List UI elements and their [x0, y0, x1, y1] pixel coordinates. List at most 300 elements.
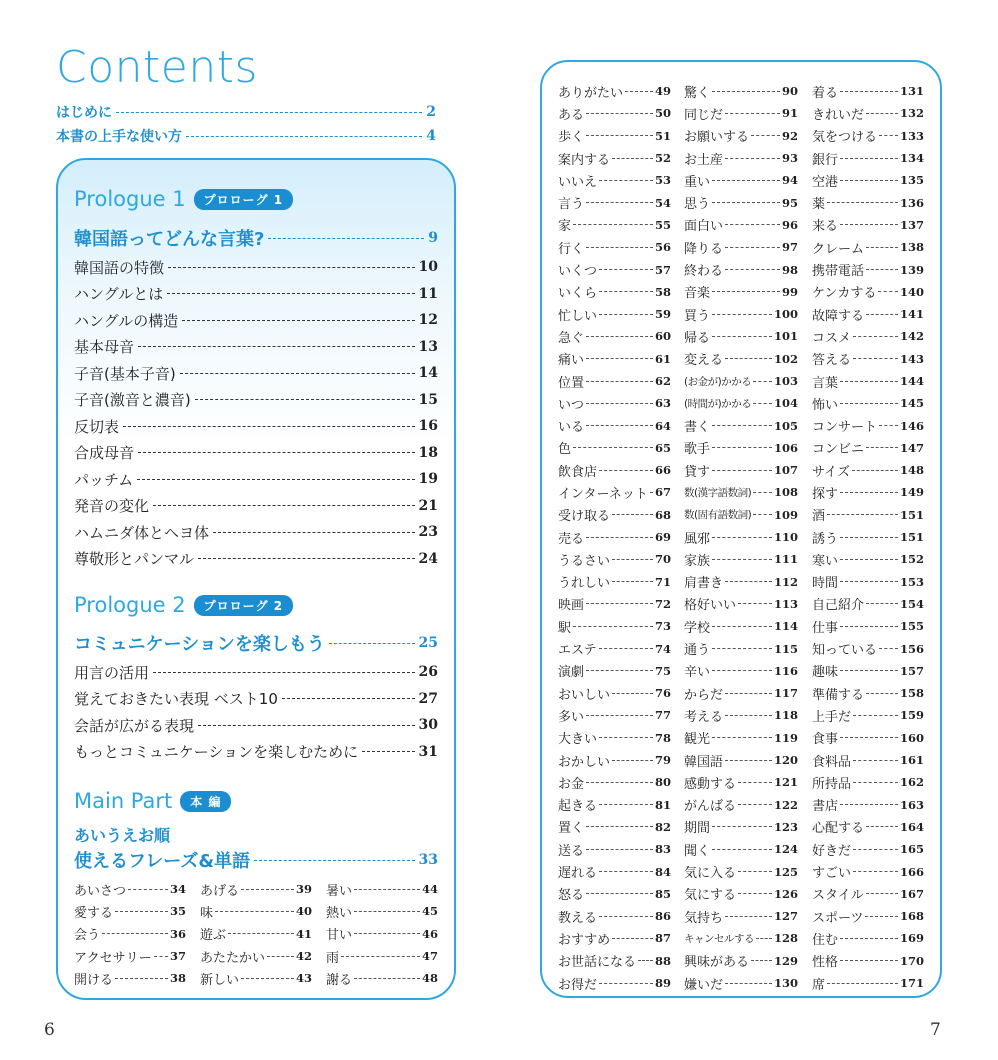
dotted-leader: [586, 202, 653, 203]
word-entry[interactable]: [812, 749, 924, 771]
toc-entry-label: あたたかい: [200, 950, 266, 966]
toc-entry-page: 61: [654, 351, 671, 366]
toc-entry-page: 58: [654, 284, 671, 299]
toc-entry-label: 空港: [812, 174, 839, 190]
word-entry[interactable]: [558, 125, 671, 147]
dotted-leader: [198, 725, 415, 726]
word-entry[interactable]: [558, 214, 671, 236]
word-entry[interactable]: [200, 967, 312, 989]
word-entry[interactable]: [812, 571, 924, 593]
word-entry[interactable]: [684, 459, 798, 481]
word-entry[interactable]: [812, 816, 924, 838]
dotted-leader: [738, 804, 772, 805]
word-entry[interactable]: [684, 660, 798, 682]
toc-entry-page: 57: [654, 262, 671, 277]
word-entry[interactable]: [812, 459, 924, 481]
word-entry[interactable]: [684, 236, 798, 258]
dotted-leader: [586, 826, 653, 827]
word-entry[interactable]: [684, 749, 798, 771]
word-entry[interactable]: [812, 704, 924, 726]
word-entry[interactable]: [558, 950, 671, 972]
word-entry[interactable]: [558, 281, 671, 303]
word-entry[interactable]: [684, 147, 798, 169]
word-entry[interactable]: [326, 900, 438, 922]
word-entry[interactable]: [812, 191, 924, 213]
word-entry[interactable]: [558, 593, 671, 615]
word-entry[interactable]: [812, 860, 924, 882]
toc-entry-page: 45: [421, 904, 438, 919]
word-entry[interactable]: [812, 147, 924, 169]
toc-entry[interactable]: [74, 520, 438, 544]
word-entry[interactable]: [684, 682, 798, 704]
toc-entry-label: 誘う: [812, 531, 839, 547]
word-entry[interactable]: [326, 945, 438, 967]
word-entry[interactable]: [558, 660, 671, 682]
word-entry[interactable]: [812, 593, 924, 615]
word-entry[interactable]: [684, 258, 798, 280]
toc-entry-page: 158: [899, 686, 924, 701]
word-entry[interactable]: [558, 169, 671, 191]
toc-entry[interactable]: [74, 414, 438, 438]
toc-entry-page: 162: [899, 775, 924, 790]
word-entry[interactable]: [812, 325, 924, 347]
word-entry[interactable]: [812, 281, 924, 303]
word-entry[interactable]: [812, 125, 924, 147]
toc-entry-page: 115: [773, 641, 798, 656]
toc-entry-label: 行く: [558, 241, 585, 257]
toc-entry[interactable]: [74, 494, 438, 518]
dotted-leader: [599, 737, 653, 738]
toc-entry-page: 118: [773, 708, 798, 723]
toc-entry-page: 55: [654, 217, 671, 232]
dotted-leader: [153, 505, 415, 506]
toc-entry-page: 157: [899, 663, 924, 678]
toc-entry-label: 数(固有語数詞): [684, 509, 752, 522]
dotted-leader: [712, 447, 772, 448]
word-entry[interactable]: [812, 682, 924, 704]
word-entry[interactable]: [684, 704, 798, 726]
word-entry[interactable]: [558, 526, 671, 548]
page-title: Contents: [56, 42, 258, 93]
toc-entry-page: 170: [899, 953, 924, 968]
word-entry[interactable]: [558, 727, 671, 749]
word-entry[interactable]: [200, 923, 312, 945]
word-entry[interactable]: [558, 794, 671, 816]
toc-entry-page: 117: [773, 686, 798, 701]
word-entry[interactable]: [558, 927, 671, 949]
toc-entry-page: 89: [654, 976, 671, 991]
toc-entry-label: ケンカする: [812, 286, 877, 302]
toc-entry-label: 準備する: [812, 687, 865, 703]
word-entry[interactable]: [812, 258, 924, 280]
word-entry[interactable]: [558, 749, 671, 771]
word-entry[interactable]: [558, 905, 671, 927]
dotted-leader: [751, 960, 772, 961]
word-entry[interactable]: [558, 258, 671, 280]
word-entry[interactable]: [684, 637, 798, 659]
toc-entry[interactable]: [74, 255, 438, 279]
dotted-leader: [586, 247, 653, 248]
word-entry[interactable]: [812, 102, 924, 124]
word-entry[interactable]: [812, 169, 924, 191]
toc-entry-label: 愛する: [74, 905, 114, 921]
toc-entry-label: 送る: [558, 843, 585, 859]
word-entry[interactable]: [558, 637, 671, 659]
word-entry[interactable]: [684, 125, 798, 147]
word-entry[interactable]: [684, 504, 798, 526]
word-entry[interactable]: [812, 950, 924, 972]
word-entry[interactable]: [558, 883, 671, 905]
toc-entry-page: 131: [899, 84, 924, 99]
toc-entry-page: 166: [899, 864, 924, 879]
dotted-leader: [840, 581, 898, 582]
word-entry[interactable]: [558, 704, 671, 726]
word-entry[interactable]: [684, 526, 798, 548]
word-entry[interactable]: [558, 236, 671, 258]
toc-entry-page: 67: [654, 485, 671, 500]
toc-entry-label: 気をつける: [812, 130, 878, 146]
word-entry[interactable]: [684, 414, 798, 436]
toc-entry-page: 34: [169, 882, 186, 897]
dotted-leader: [599, 916, 653, 917]
dotted-leader: [354, 911, 420, 912]
word-entry[interactable]: [558, 414, 671, 436]
dotted-leader: [586, 336, 653, 337]
toc-entry-howto[interactable]: [56, 125, 436, 147]
dotted-leader: [840, 670, 898, 671]
toc-entry-page: 54: [654, 195, 671, 210]
toc-entry-label: 来る: [812, 219, 839, 235]
word-entry[interactable]: [684, 571, 798, 593]
word-entry[interactable]: [558, 191, 671, 213]
toc-entry-label: 席: [812, 977, 826, 993]
word-column-1: [74, 878, 186, 989]
word-entry[interactable]: [558, 303, 671, 325]
dotted-leader: [180, 373, 415, 374]
dotted-leader: [712, 91, 780, 92]
word-entry[interactable]: [812, 370, 924, 392]
word-entry[interactable]: [684, 303, 798, 325]
word-column-3: [326, 878, 438, 989]
toc-entry-label: クレーム: [812, 241, 865, 257]
word-entry[interactable]: [684, 883, 798, 905]
toc-entry-page: 11: [418, 285, 438, 302]
word-entry[interactable]: [558, 615, 671, 637]
toc-entry-page: 171: [899, 976, 924, 991]
dotted-leader: [154, 956, 168, 957]
toc-entry-page: 137: [899, 217, 924, 232]
word-entry[interactable]: [684, 727, 798, 749]
toc-entry-label: ありがたい: [558, 85, 624, 101]
word-entry[interactable]: [684, 102, 798, 124]
toc-entry[interactable]: [74, 388, 438, 412]
word-entry[interactable]: [812, 660, 924, 682]
word-entry[interactable]: [812, 504, 924, 526]
word-entry[interactable]: [74, 945, 186, 967]
word-entry[interactable]: [558, 682, 671, 704]
toc-entry[interactable]: [74, 687, 438, 711]
word-entry[interactable]: [684, 927, 798, 949]
word-entry[interactable]: [812, 727, 924, 749]
toc-entry-page: 68: [654, 507, 671, 522]
dotted-leader: [650, 492, 653, 493]
word-entry[interactable]: [684, 169, 798, 191]
word-entry[interactable]: [812, 526, 924, 548]
dotted-leader: [738, 603, 772, 604]
dotted-leader: [840, 737, 898, 738]
dotted-leader: [128, 889, 168, 890]
toc-entry-label: 趣味: [812, 665, 839, 681]
word-entry[interactable]: [812, 392, 924, 414]
word-entry[interactable]: [684, 325, 798, 347]
word-entry[interactable]: [558, 102, 671, 124]
toc-entry-label: 気持ち: [684, 910, 724, 926]
toc-entry-page: 70: [654, 552, 671, 567]
word-entry[interactable]: [812, 303, 924, 325]
word-entry[interactable]: [684, 481, 798, 503]
toc-entry-label: 基本母音: [74, 338, 135, 356]
dotted-leader: [853, 871, 898, 872]
dotted-leader: [612, 938, 653, 939]
toc-entry-page: 65: [654, 440, 671, 455]
word-entry[interactable]: [74, 878, 186, 900]
word-entry[interactable]: [812, 972, 924, 994]
toc-entry-label: 同じだ: [684, 107, 724, 123]
dotted-leader: [753, 403, 772, 404]
dotted-leader: [612, 514, 653, 515]
dotted-leader: [865, 916, 898, 917]
toc-entry-page: 167: [899, 886, 924, 901]
word-entry[interactable]: [326, 967, 438, 989]
word-entry[interactable]: [684, 860, 798, 882]
toc-entry-page: 19: [418, 471, 438, 487]
word-column-a: [558, 80, 671, 994]
word-entry[interactable]: [74, 900, 186, 922]
toc-lead-mainpart[interactable]: [74, 846, 438, 874]
word-entry[interactable]: [558, 348, 671, 370]
word-entry[interactable]: [684, 214, 798, 236]
word-entry[interactable]: [812, 548, 924, 570]
word-entry[interactable]: [558, 771, 671, 793]
dotted-leader: [753, 381, 772, 382]
toc-entry[interactable]: [74, 335, 438, 359]
toc-entry-label: 怖い: [812, 397, 839, 413]
toc-entry-label: 多い: [558, 709, 585, 725]
word-entry[interactable]: [812, 838, 924, 860]
word-entry[interactable]: [558, 481, 671, 503]
word-entry[interactable]: [684, 838, 798, 860]
word-entry[interactable]: [812, 236, 924, 258]
word-entry[interactable]: [326, 878, 438, 900]
dotted-leader: [866, 247, 898, 248]
toc-entry-page: 27: [418, 690, 438, 707]
word-entry[interactable]: [558, 325, 671, 347]
dotted-leader: [725, 113, 780, 114]
word-entry[interactable]: [684, 348, 798, 370]
toc-entry-label: 書店: [812, 799, 839, 815]
section-badge: プロローグ 1: [194, 189, 294, 210]
toc-entry[interactable]: [74, 361, 438, 385]
toc-entry-page: 130: [773, 976, 798, 991]
word-entry[interactable]: [812, 481, 924, 503]
word-entry[interactable]: [74, 923, 186, 945]
word-entry[interactable]: [558, 370, 671, 392]
toc-entry-page: 74: [654, 641, 671, 656]
toc-entry[interactable]: [74, 467, 438, 491]
toc-entry-label: お願いする: [684, 130, 750, 146]
word-entry[interactable]: [684, 437, 798, 459]
toc-entry-label: インターネット: [558, 486, 648, 502]
word-entry[interactable]: [812, 883, 924, 905]
toc-entry-page: 95: [781, 195, 798, 210]
dotted-leader: [840, 938, 898, 939]
word-entry[interactable]: [558, 147, 671, 169]
word-column-c: [812, 80, 924, 994]
word-entry[interactable]: [684, 593, 798, 615]
word-entry[interactable]: [200, 878, 312, 900]
dotted-leader: [167, 293, 414, 294]
toc-entry-page: 36: [169, 926, 186, 941]
dotted-leader: [241, 889, 294, 890]
word-entry[interactable]: [812, 615, 924, 637]
toc-entry-label: 暑い: [326, 883, 353, 899]
dotted-leader: [586, 537, 653, 538]
dotted-leader: [712, 291, 780, 292]
toc-entry-page: 84: [654, 864, 671, 879]
word-entry[interactable]: [684, 281, 798, 303]
toc-entry-page: 134: [899, 151, 924, 166]
word-entry[interactable]: [812, 80, 924, 102]
word-entry[interactable]: [812, 348, 924, 370]
word-entry[interactable]: [684, 794, 798, 816]
toc-entry[interactable]: [74, 282, 438, 306]
word-entry[interactable]: [812, 214, 924, 236]
toc-entry-label: 飲食店: [558, 464, 598, 480]
toc-entry-label: ある: [558, 107, 585, 123]
toc-entry-label: 携帯電話: [812, 264, 865, 280]
toc-entry-page: 136: [899, 195, 924, 210]
word-entry[interactable]: [558, 437, 671, 459]
dotted-leader: [586, 670, 653, 671]
word-entry[interactable]: [684, 615, 798, 637]
word-entry[interactable]: [684, 972, 798, 994]
word-entry[interactable]: [558, 860, 671, 882]
word-entry[interactable]: [684, 392, 798, 414]
dotted-leader: [586, 425, 653, 426]
dotted-leader: [573, 224, 653, 225]
toc-entry-label: 音楽: [684, 286, 711, 302]
word-entry[interactable]: [326, 923, 438, 945]
toc-entry[interactable]: [74, 740, 438, 764]
toc-entry-page: 147: [899, 440, 924, 455]
toc-entry[interactable]: [74, 713, 438, 737]
toc-entry-page: 151: [899, 530, 924, 545]
word-entry[interactable]: [200, 900, 312, 922]
dotted-leader: [879, 648, 898, 649]
toc-entry-page: 62: [654, 374, 671, 388]
toc-entry[interactable]: [74, 660, 438, 684]
toc-entry-page: 43: [295, 971, 312, 986]
toc-entry[interactable]: [74, 441, 438, 465]
word-entry[interactable]: [558, 816, 671, 838]
toc-lead-prologue2[interactable]: [74, 629, 438, 657]
toc-entry-label: 性格: [812, 955, 839, 971]
word-entry[interactable]: [684, 816, 798, 838]
word-entry[interactable]: [200, 945, 312, 967]
dotted-leader: [866, 269, 898, 270]
toc-entry[interactable]: [74, 308, 438, 332]
word-entry[interactable]: [684, 950, 798, 972]
word-entry[interactable]: [74, 967, 186, 989]
toc-lead-prologue1[interactable]: [74, 224, 438, 252]
word-entry[interactable]: [684, 370, 798, 392]
word-entry[interactable]: [558, 459, 671, 481]
word-entry[interactable]: [558, 548, 671, 570]
word-entry[interactable]: [812, 437, 924, 459]
toc-entry-page: 73: [654, 619, 671, 634]
dotted-leader: [586, 893, 653, 894]
dotted-leader: [840, 403, 898, 404]
toc-entry-label: 薬: [812, 197, 826, 213]
toc-entry-label: 覚えておきたい表現 ベスト10: [74, 690, 278, 708]
word-entry[interactable]: [684, 771, 798, 793]
dotted-leader: [853, 336, 898, 337]
toc-entry-page: 71: [654, 574, 671, 589]
dotted-leader: [586, 135, 653, 136]
toc-entry-label: 感動する: [684, 776, 737, 792]
word-entry[interactable]: [684, 548, 798, 570]
toc-entry-label: いいえ: [558, 174, 598, 190]
word-entry[interactable]: [558, 80, 671, 102]
word-entry[interactable]: [558, 972, 671, 994]
word-entry[interactable]: [558, 392, 671, 414]
toc-entry-label: 驚く: [684, 85, 711, 101]
toc-entry-page: 80: [654, 775, 671, 790]
toc-entry-page: 160: [899, 730, 924, 745]
toc-entry-label: 遅れる: [558, 866, 598, 882]
toc-entry-label: 仕事: [812, 620, 839, 636]
word-entry[interactable]: [812, 637, 924, 659]
toc-entry-label: 思う: [684, 197, 711, 213]
word-entry[interactable]: [558, 504, 671, 526]
toc-entry-label: (時間が)かかる: [684, 397, 752, 410]
dotted-leader: [738, 782, 772, 783]
word-entry[interactable]: [684, 80, 798, 102]
word-entry[interactable]: [684, 191, 798, 213]
toc-entry[interactable]: [74, 547, 438, 571]
word-entry[interactable]: [812, 794, 924, 816]
dotted-leader: [138, 346, 415, 347]
toc-entry-label: うれしい: [558, 576, 611, 592]
word-entry[interactable]: [812, 414, 924, 436]
word-entry[interactable]: [812, 927, 924, 949]
toc-entry-label: あげる: [200, 883, 240, 899]
word-entry[interactable]: [684, 905, 798, 927]
toc-entry-label: おすすめ: [558, 932, 611, 948]
dotted-leader: [586, 782, 653, 783]
dotted-leader: [625, 91, 653, 92]
word-entry[interactable]: [812, 771, 924, 793]
toc-entry-page: 72: [654, 596, 671, 611]
word-entry[interactable]: [558, 838, 671, 860]
left-toc-panel: [56, 158, 456, 1000]
word-entry[interactable]: [558, 571, 671, 593]
toc-entry-intro[interactable]: [56, 101, 436, 123]
toc-entry-label: 映画: [558, 598, 585, 614]
dotted-leader: [866, 693, 898, 694]
toc-entry-page: 145: [899, 396, 924, 411]
word-entry[interactable]: [812, 905, 924, 927]
